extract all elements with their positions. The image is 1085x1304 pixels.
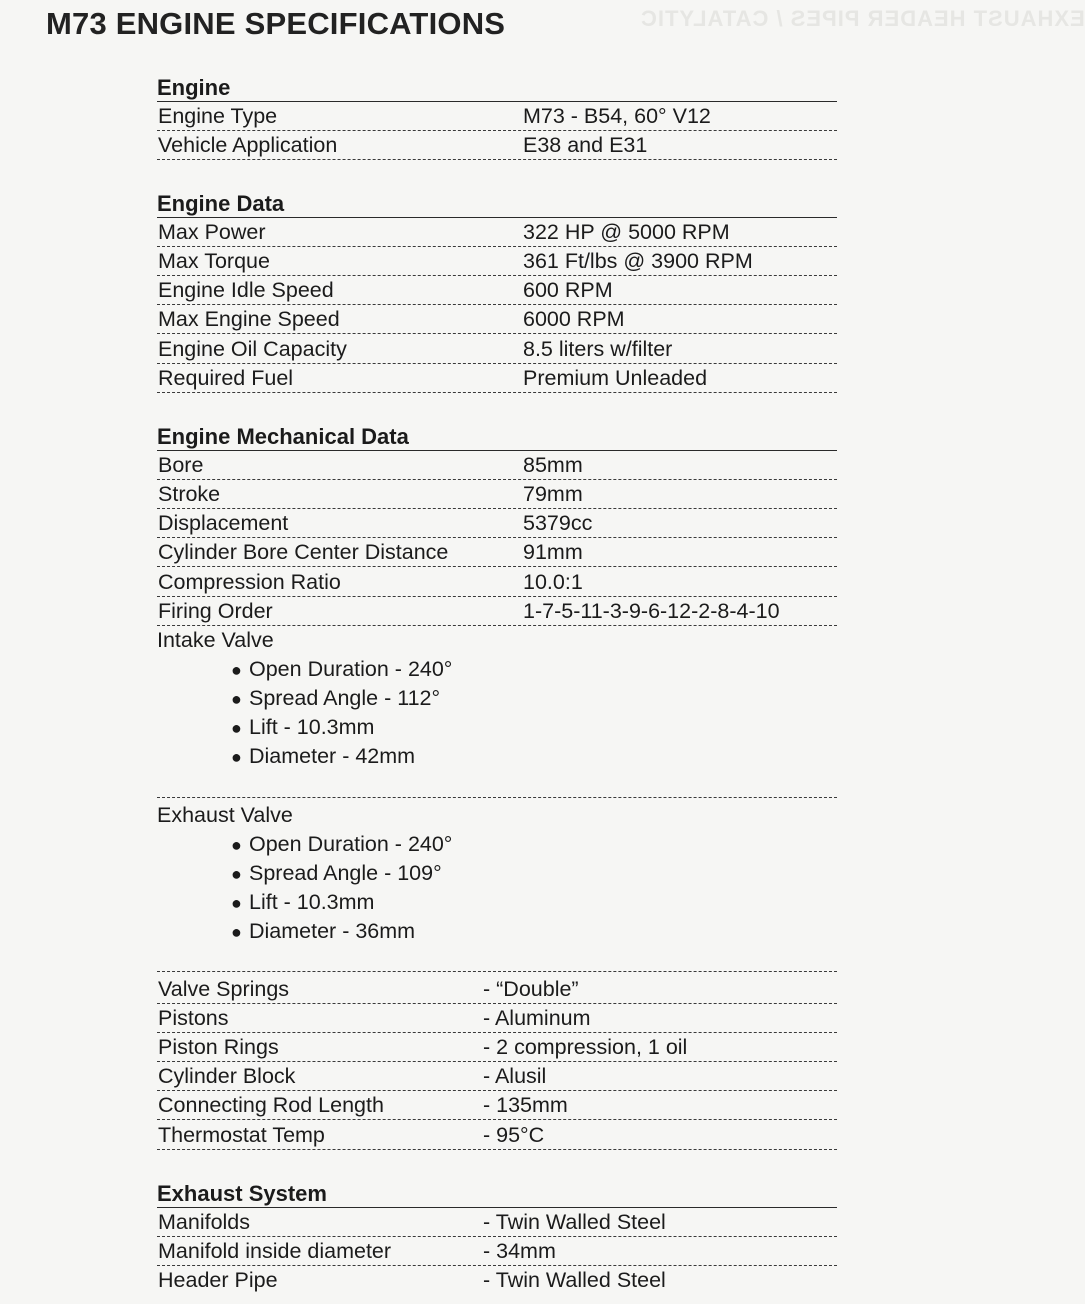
section-heading-mechanical: Engine Mechanical Data bbox=[157, 422, 837, 451]
spec-value: 8.5 liters w/filter bbox=[523, 337, 673, 361]
spec-label: Max Torque bbox=[158, 249, 270, 273]
spec-value: 1-7-5-11-3-9-6-12-2-8-4-10 bbox=[523, 599, 780, 623]
spec-row-idle-speed bbox=[157, 276, 837, 305]
spec-value: - “Double” bbox=[483, 977, 579, 1001]
intake-valve-item: ● Spread Angle - 112° bbox=[231, 684, 440, 713]
spec-row-pistons bbox=[157, 1004, 837, 1033]
spec-value: - 95°C bbox=[483, 1123, 545, 1147]
spec-label: Pistons bbox=[158, 1006, 229, 1030]
spec-row-max-power bbox=[157, 218, 837, 247]
exhaust-valve-item: ● Lift - 10.3mm bbox=[231, 888, 374, 917]
spec-value: 10.0:1 bbox=[523, 570, 583, 594]
exhaust-valve-item: ● Open Duration - 240° bbox=[231, 830, 452, 859]
divider bbox=[157, 971, 837, 972]
exhaust-valve-item: ● Spread Angle - 109° bbox=[231, 859, 442, 888]
spec-row-firing-order bbox=[157, 597, 837, 626]
spec-row-manifold-diameter bbox=[157, 1237, 837, 1266]
spec-value: 91mm bbox=[523, 540, 583, 564]
bullet-icon: ● bbox=[231, 718, 242, 738]
intake-valve-item: ● Open Duration - 240° bbox=[231, 655, 452, 684]
spec-value: 361 Ft/lbs @ 3900 RPM bbox=[523, 249, 753, 273]
spec-label: Cylinder Bore Center Distance bbox=[158, 540, 449, 564]
spec-label: Manifolds bbox=[158, 1210, 251, 1234]
spec-row-oil-capacity bbox=[157, 335, 837, 364]
spec-value: - 135mm bbox=[483, 1093, 568, 1117]
spec-row-thermostat-temp bbox=[157, 1121, 837, 1150]
spec-value: Premium Unleaded bbox=[523, 366, 708, 390]
spec-value: - Twin Walled Steel bbox=[483, 1210, 666, 1234]
spec-label: Manifold inside diameter bbox=[158, 1239, 392, 1263]
bleed-through-text: EXHAUST HEADER PIPES / CATALYTIC bbox=[640, 6, 1085, 31]
spec-row-max-torque bbox=[157, 247, 837, 276]
divider bbox=[157, 797, 837, 798]
spec-row-required-fuel bbox=[157, 364, 837, 393]
spec-value: 85mm bbox=[523, 453, 583, 477]
intake-valve-label: Intake Valve bbox=[157, 628, 274, 652]
bullet-icon: ● bbox=[231, 864, 242, 884]
spec-row-engine-type bbox=[157, 102, 837, 131]
spec-row-vehicle-application bbox=[157, 131, 837, 160]
bullet-icon: ● bbox=[231, 747, 242, 767]
exhaust-valve-label: Exhaust Valve bbox=[157, 803, 293, 827]
spec-row-manifolds bbox=[157, 1208, 837, 1237]
section-heading-exhaust: Exhaust System bbox=[157, 1179, 837, 1208]
intake-valve-item: ● Lift - 10.3mm bbox=[231, 713, 374, 742]
spec-row-compression-ratio bbox=[157, 568, 837, 597]
spec-label: Vehicle Application bbox=[158, 133, 338, 157]
spec-row-valve-springs bbox=[157, 975, 837, 1004]
spec-row-max-engine-speed bbox=[157, 305, 837, 334]
intake-valve-item: ● Diameter - 42mm bbox=[231, 742, 415, 771]
bullet-icon: ● bbox=[231, 660, 242, 680]
spec-value: - Alusil bbox=[483, 1064, 547, 1088]
spec-label: Bore bbox=[158, 453, 204, 477]
spec-label: Displacement bbox=[158, 511, 289, 535]
spec-value: - 2 compression, 1 oil bbox=[483, 1035, 688, 1059]
spec-label: Piston Rings bbox=[158, 1035, 279, 1059]
spec-value: 6000 RPM bbox=[523, 307, 625, 331]
spec-label: Engine Oil Capacity bbox=[158, 337, 347, 361]
bullet-icon: ● bbox=[231, 835, 242, 855]
spec-row-stroke bbox=[157, 480, 837, 509]
spec-row-piston-rings bbox=[157, 1033, 837, 1062]
spec-label: Engine Idle Speed bbox=[158, 278, 334, 302]
spec-value: E38 and E31 bbox=[523, 133, 648, 157]
bullet-icon: ● bbox=[231, 922, 242, 942]
spec-label: Required Fuel bbox=[158, 366, 294, 390]
spec-row-cylinder-block bbox=[157, 1062, 837, 1091]
spec-value: 600 RPM bbox=[523, 278, 613, 302]
spec-label: Max Power bbox=[158, 220, 266, 244]
spec-label: Connecting Rod Length bbox=[158, 1093, 384, 1117]
spec-value: - Twin Walled Steel bbox=[483, 1268, 666, 1292]
spec-label: Header Pipe bbox=[158, 1268, 278, 1292]
exhaust-valve-item: ● Diameter - 36mm bbox=[231, 917, 415, 946]
bullet-icon: ● bbox=[231, 689, 242, 709]
spec-value: 322 HP @ 5000 RPM bbox=[523, 220, 730, 244]
spec-label: Cylinder Block bbox=[158, 1064, 296, 1088]
spec-value: - Aluminum bbox=[483, 1006, 591, 1030]
spec-label: Thermostat Temp bbox=[158, 1123, 325, 1147]
spec-label: Compression Ratio bbox=[158, 570, 341, 594]
spec-label: Max Engine Speed bbox=[158, 307, 340, 331]
spec-row-displacement bbox=[157, 509, 837, 538]
spec-label: Engine Type bbox=[158, 104, 278, 128]
spec-row-header-pipe bbox=[157, 1266, 837, 1295]
bullet-icon: ● bbox=[231, 893, 242, 913]
spec-label: Valve Springs bbox=[158, 977, 290, 1001]
spec-value: - 34mm bbox=[483, 1239, 556, 1263]
spec-value: 5379cc bbox=[523, 511, 593, 535]
spec-row-bore bbox=[157, 451, 837, 480]
spec-row-connecting-rod bbox=[157, 1091, 837, 1120]
section-heading-engine-data: Engine Data bbox=[157, 189, 837, 218]
spec-value: 79mm bbox=[523, 482, 583, 506]
spec-row-bore-center-distance bbox=[157, 538, 837, 567]
page-title: M73 ENGINE SPECIFICATIONS bbox=[46, 6, 506, 41]
spec-value: M73 - B54, 60° V12 bbox=[523, 104, 711, 128]
spec-label: Firing Order bbox=[158, 599, 273, 623]
spec-label: Stroke bbox=[158, 482, 221, 506]
section-heading-engine: Engine bbox=[157, 73, 837, 102]
